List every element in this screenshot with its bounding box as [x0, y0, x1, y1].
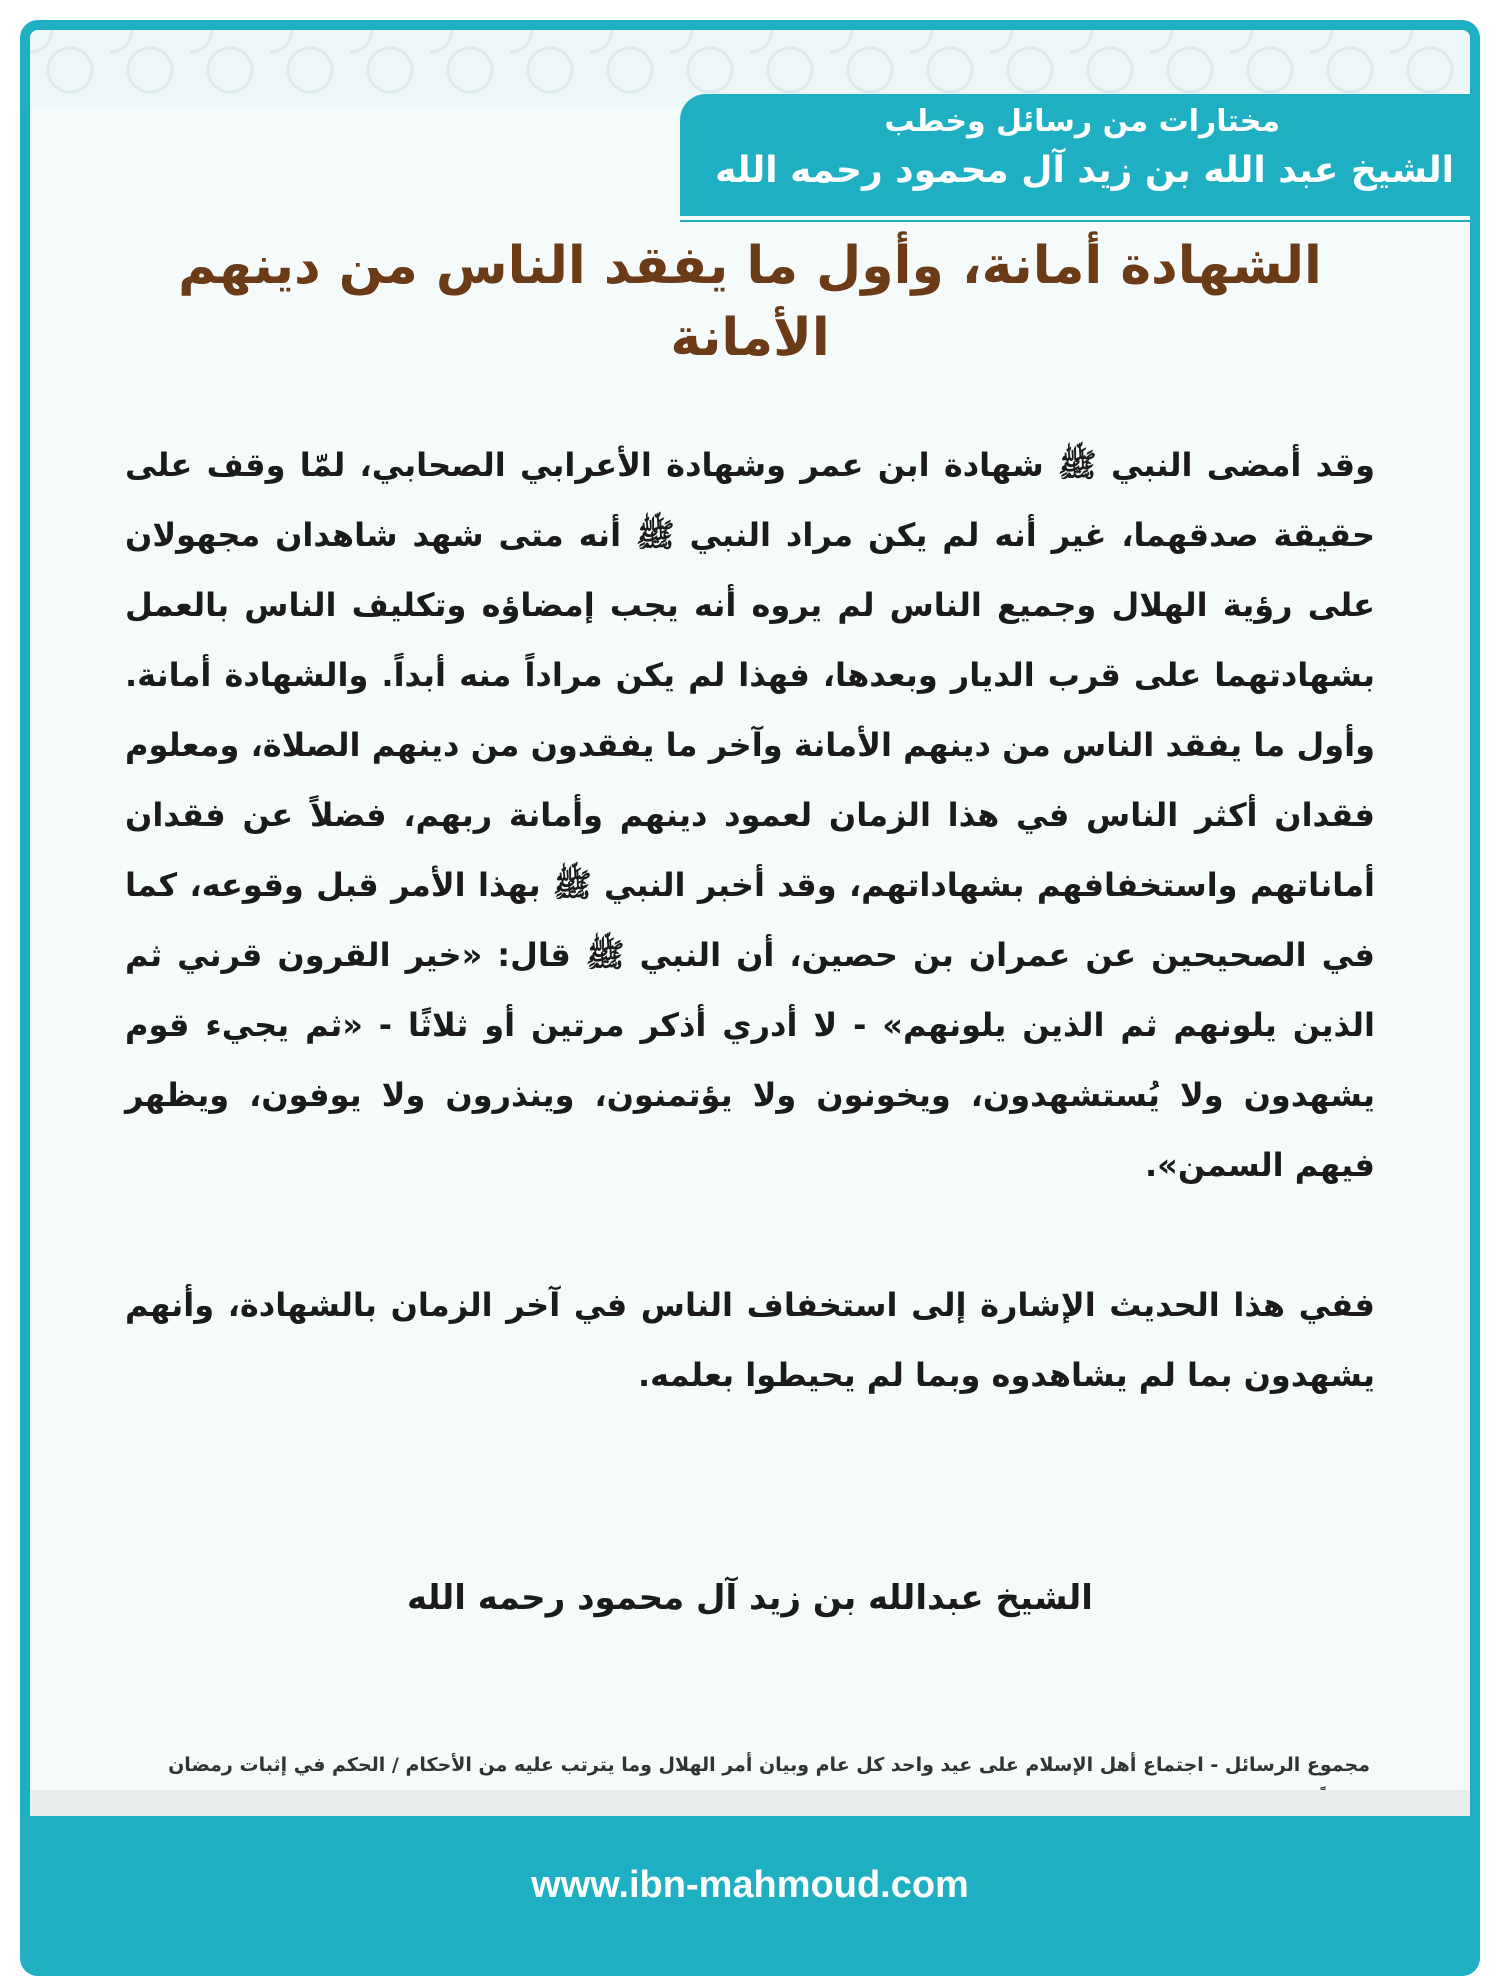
footer-divider: [30, 1790, 1470, 1816]
paragraph-1: وقد أمضى النبي ﷺ شهادة ابن عمر وشهادة الأعرابي الصحابي، لمّا وقف على حقيقة صدقهما، غير أنه لم يكن مراد النبي ﷺ أنه متى شهد شاهدان مجهولان على رؤية الهلال وجميع الناس لم يروه أنه يجب إمضاؤه وتكليف الناس بالعمل بشهادتهما على قرب الديار وبعدها، فهذا لم يكن مراداً منه أبداً. والشهادة أمانة. وأول ما يفقد الناس من دينهم الأمانة وآخر ما يفقدون من دينهم الصلاة، ومعلوم فقدان أكثر الناس في هذا الزمان لعمود دينهم وأمانة ربهم، فضلاً عن فقدان أماناتهم واستخفافهم بشهاداتهم، وقد أخبر النبي ﷺ بهذا الأمر قبل وقوعه، كما في الصحيحين عن عمران بن حصين، أن النبي ﷺ قال: «خير القرون قرني ثم الذين يلونهم ثم الذين يلونهم» - لا أدري أذكر مرتين أو ثلاثًا - «ثم يجيء قوم يشهدون ولا يُستشهدون، ويخونون ولا يؤتمنون، وينذرون ولا يوفون، ويظهر فيهم السمن».: [125, 446, 1375, 1184]
paragraph-2: ففي هذا الحديث الإشارة إلى استخفاف الناس في آخر الزمان بالشهادة، وأنهم يشهدون بما لم يشاهدوه وبما لم يحيطوا بعلمه.: [125, 1286, 1375, 1394]
header-line-1: مختارات من رسائل وخطب: [884, 104, 1280, 139]
header-banner: [680, 94, 1470, 216]
page-frame: [20, 20, 1480, 1976]
author-signature: الشيخ عبدالله بن زيد آل محمود رحمه الله: [407, 1578, 1093, 1618]
header-line-2: الشيخ عبد الله بن زيد آل محمود رحمه الله: [715, 150, 1454, 191]
source-citation: مجموع الرسائل - اجتماع أهل الإسلام على عيد واحد كل عام وبيان أمر الهلال وما يترتب عليه من الأحكام / الحكم في إثبات رمضان: [168, 1754, 1370, 1776]
article-title: الشهادة أمانة، وأول ما يفقد الناس من دينهم الأمانة: [178, 236, 1322, 368]
website-link[interactable]: www.ibn-mahmoud.com: [531, 1864, 969, 1906]
article-body: [125, 430, 1375, 1410]
footer-bar: [30, 1816, 1470, 1966]
header-underline: [680, 220, 1470, 222]
